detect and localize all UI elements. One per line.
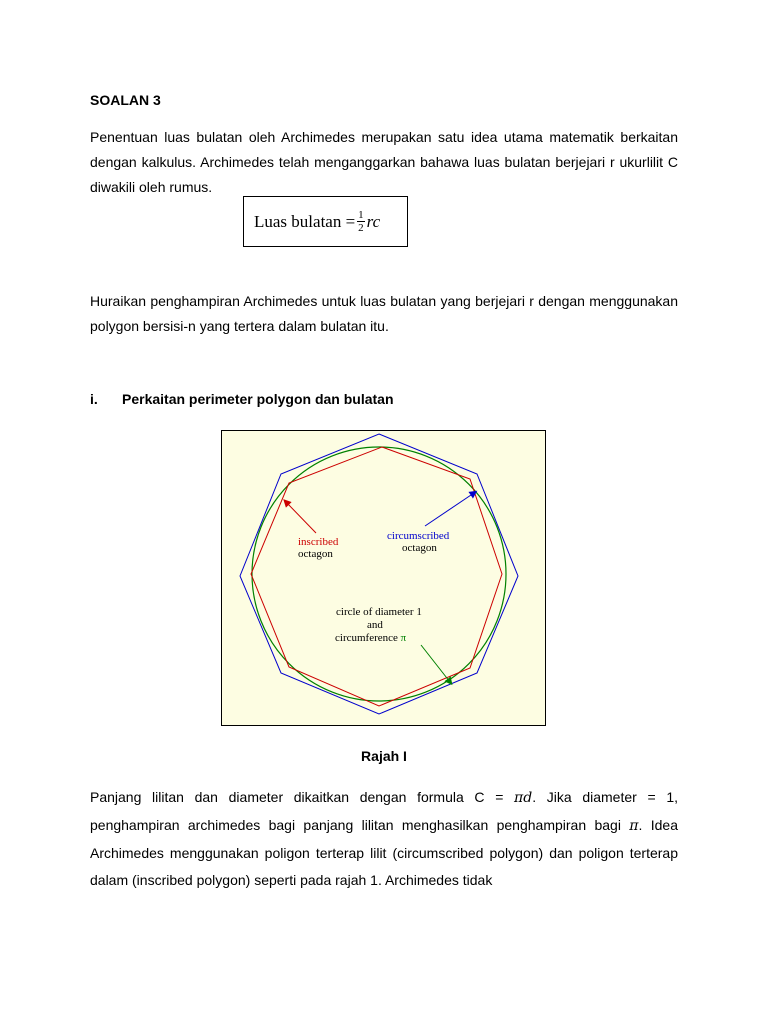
explanation-part2: . Jika diameter = 1, penghampiran archimedes bagi panjang lilitan menghasilkan penghampiran bagi [90, 789, 678, 833]
inscribed-label-line1: inscribed [298, 536, 339, 548]
section-heading [90, 391, 394, 407]
formula-numerator: 1 [358, 209, 364, 221]
inscribed-octagon [251, 447, 502, 706]
page-heading: SOALAN 3 [90, 92, 161, 108]
inscribed-arrow [286, 502, 316, 533]
explanation-math-pi: π [629, 818, 639, 834]
circle-label-line3 [335, 632, 407, 644]
intro-paragraph: Penentuan luas bulatan oleh Archimedes merupakan satu idea utama matematik berkaitan dengan kalkulus. Archimedes telah menganggarkan bahawa luas bulatan berjejari r ukurlilit C diwakili oleh rumus. [90, 129, 678, 195]
circumscribed-arrow [425, 493, 474, 526]
explanation-part1: Panjang lilitan dan diameter dikaitkan dengan formula C = [90, 789, 515, 805]
circle-arrow [421, 645, 450, 682]
circle-label-line2: and [367, 619, 383, 631]
explanation-part3: . Idea Archimedes menggunakan poligon terterap lilit (circumscribed polygon) dan poligon terterap dalam (inscribed polygon) seperti pada rajah 1. Archimedes tidak [90, 817, 678, 888]
inscribed-label-line2: octagon [298, 548, 333, 560]
explanation-paragraph [90, 784, 678, 894]
explanation-math-pid: πd [514, 790, 533, 806]
circumscribed-label-line1: circumscribed [387, 530, 450, 542]
formula-denominator: 2 [358, 222, 364, 234]
circle-label-circumference: circumference [335, 632, 398, 644]
circumscribed-label-line2: octagon [402, 542, 437, 554]
formula-box [243, 196, 408, 247]
formula-lhs: Luas bulatan = [254, 211, 356, 231]
octagon-diagram [222, 431, 545, 725]
section-title: Perkaitan perimeter polygon dan bulatan [122, 391, 394, 407]
circle-label-pi: π [400, 632, 407, 644]
figure-caption: Rajah I [361, 748, 407, 764]
circle-label-line1: circle of diameter 1 [336, 606, 422, 618]
circumscribed-octagon [240, 434, 518, 714]
section-number: i. [90, 391, 98, 407]
circle-of-diameter-1 [252, 447, 506, 701]
formula-rhs: rc [366, 211, 381, 231]
octagon-figure [221, 430, 546, 726]
formula-fraction [357, 209, 365, 234]
task-paragraph: Huraikan penghampiran Archimedes untuk luas bulatan yang berjejari r dengan menggunakan polygon bersisi-n yang tertera dalam bulatan itu. [90, 293, 678, 334]
